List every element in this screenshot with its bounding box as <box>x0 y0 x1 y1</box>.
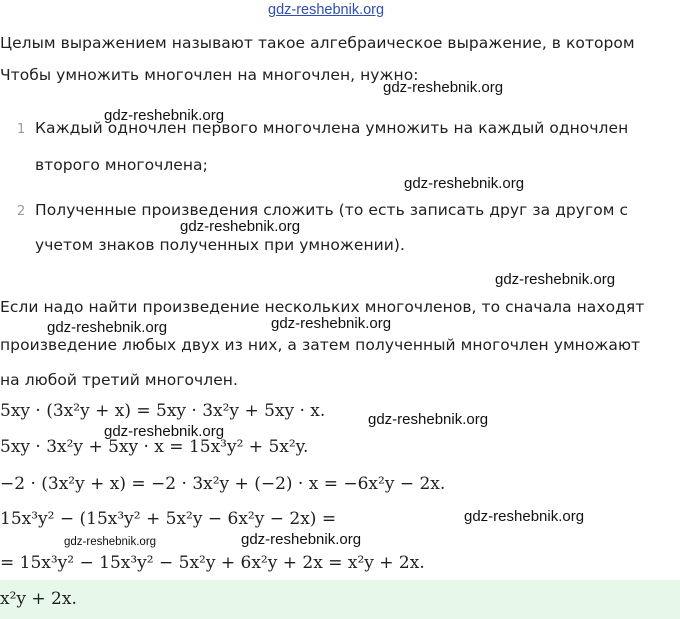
equation-4: 15x³y² − (15x³y² + 5x²y − 6x²y − 2x) = <box>0 509 337 529</box>
paragraph-rule-intro: Чтобы умножить многочлен на многочлен, нужно: <box>0 66 419 84</box>
watermark: gdz-reshebnik.org <box>47 319 168 336</box>
watermark: gdz-reshebnik.org <box>404 175 525 192</box>
paragraph-several-polynomials: произведение любых двух из них, а затем полученный многочлен умножают <box>0 336 641 354</box>
watermark-top-link[interactable]: gdz-reshebnik.org <box>268 2 385 18</box>
watermark: gdz-reshebnik.org <box>180 218 301 235</box>
paragraph-several-polynomials: Если надо найти произведение нескольких многочленов, то сначала находят <box>0 298 645 316</box>
equation-5: = 15x³y² − 15x³y² − 5x²y + 6x²y + 2x = x²y + 2x. <box>0 553 425 573</box>
list-number: 1 <box>17 122 26 137</box>
watermark: gdz-reshebnik.org <box>383 79 504 96</box>
watermark: gdz-reshebnik.org <box>495 271 616 288</box>
watermark: gdz-reshebnik.org <box>104 423 225 440</box>
equation-2: 5xy · 3x²y + 5xy · x = 15x³y² + 5x²y. <box>0 437 309 457</box>
equation-1: 5xy · (3x²y + x) = 5xy · 3x²y + 5xy · x. <box>0 401 326 421</box>
watermark: gdz-reshebnik.org <box>241 531 362 548</box>
watermark: gdz-reshebnik.org <box>64 536 157 548</box>
list-item-text: Каждый одночлен первого многочлена умножить на каждый одночлен <box>35 119 629 137</box>
list-item-text: учетом знаков полученных при умножении). <box>35 236 405 254</box>
list-number: 2 <box>17 204 26 219</box>
list-item-text: второго многочлена; <box>35 156 208 174</box>
answer-text: x²y + 2x. <box>0 589 77 609</box>
equation-3: −2 · (3x²y + x) = −2 · 3x²y + (−2) · x = −6x²y − 2x. <box>0 474 446 494</box>
watermark: gdz-reshebnik.org <box>464 508 585 525</box>
paragraph-several-polynomials: на любой третий многочлен. <box>0 371 238 389</box>
watermark: gdz-reshebnik.org <box>104 107 225 124</box>
watermark: gdz-reshebnik.org <box>368 411 489 428</box>
paragraph-definition: Целым выражением называют такое алгебраическое выражение, в котором <box>0 34 635 52</box>
list-item-text: Полученные произведения сложить (то есть записать друг за другом с <box>35 201 629 219</box>
watermark: gdz-reshebnik.org <box>271 315 392 332</box>
answer-block <box>0 580 680 619</box>
